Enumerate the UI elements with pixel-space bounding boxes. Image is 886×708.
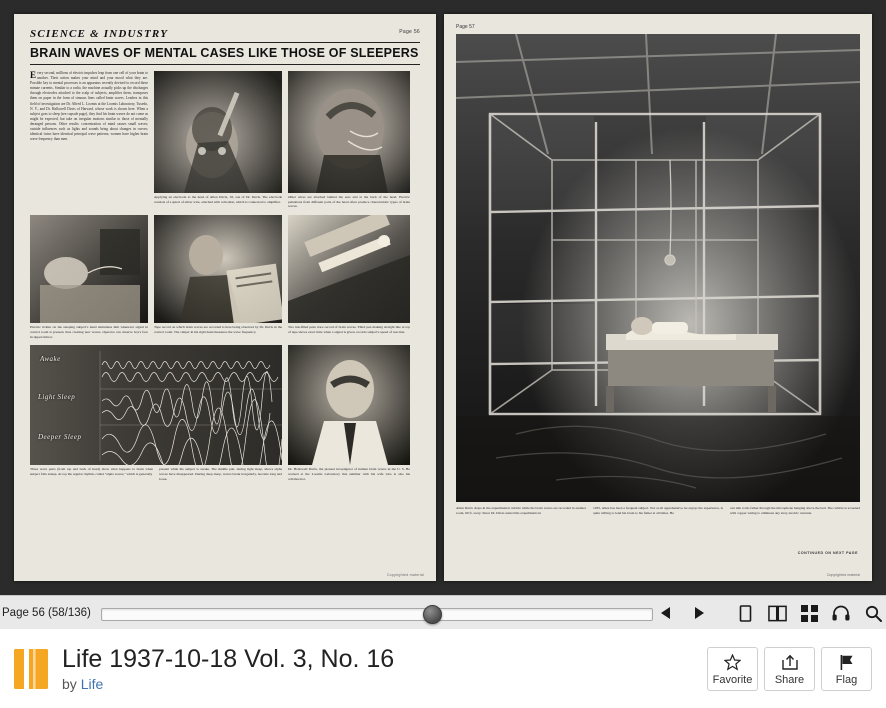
article-row-3 (30, 345, 420, 481)
headphones-icon (832, 605, 850, 621)
photo-electric-tickler (30, 215, 148, 323)
left-page-folio: Page 56 (399, 29, 420, 35)
photo-block-electrode (154, 71, 282, 209)
left-page-copyright: Copyrighted material (386, 573, 424, 577)
article-dropcap: E (30, 70, 37, 80)
eeg-label-awake: Awake (40, 355, 61, 364)
search-inside-button[interactable] (864, 603, 883, 623)
favorite-label: Favorite (712, 673, 753, 686)
caption-cubicle-b: 1935, Allen has been a frequent subject. Not at all apprehensive, he enjoys the experience, is quite willing to lend his brain to his father at all times. He (593, 506, 723, 515)
article-headline: BRAIN WAVES OF MENTAL CASES LIKE THOSE OF SLEEPERS (30, 46, 419, 60)
item-author-line (62, 676, 394, 692)
two-page-icon (768, 605, 787, 622)
caption-two-ink-filled-pens: Two ink-filled pens trace record of brain waves. Third pen making straight line at top of tape shows exact time when a signal is given, records subject's speed of reaction. (288, 325, 410, 334)
share-button[interactable] (764, 647, 815, 691)
share-icon (781, 653, 799, 673)
flag-icon (839, 653, 855, 673)
flag-label: Flag (835, 673, 858, 686)
photo-tape-record (154, 215, 282, 323)
share-label: Share (774, 673, 805, 686)
photo-applying-electrode (154, 71, 282, 193)
book-page-right[interactable] (444, 14, 872, 581)
caption-other-wires: Other wires are attached behind the ears and at the back of the head. Electric pulsations from different parts of the head often produce characteristic types of brain waves. (288, 195, 410, 209)
caption-cubicle-a: Allen Davis drops in the experimental cubicle while his brain waves are recorded in another room, 60 ft. away. Since Dr. Davis started his experiments in (456, 506, 586, 515)
eeg-block (30, 345, 282, 481)
triangle-right-icon (693, 607, 704, 619)
caption-three-wave-pairs-b: present while the subject is awake. The middle pair, during light sleep, shows alpha waves have disappeared. During deep sleep, waves break irregularly, become long and loose. (159, 467, 282, 481)
photo-two-ink-filled-pens (288, 215, 410, 323)
grid-icon (801, 605, 818, 622)
photo-other-wires (288, 71, 410, 193)
reader-toolbar (0, 595, 886, 631)
item-author-link[interactable]: Life (80, 676, 104, 693)
photo-experimental-cubicle (456, 34, 860, 502)
photo-block-tickler (30, 215, 148, 339)
photo-block-other-wires (288, 71, 410, 209)
item-title-block (62, 645, 394, 693)
photo-block-portrait (288, 345, 410, 481)
item-info-bar (0, 629, 886, 708)
article-kicker: SCIENCE & INDUSTRY (30, 28, 169, 40)
photo-block-tape-record (154, 215, 282, 339)
photo-dr-hallowell-davis (288, 345, 410, 465)
rule-top (30, 42, 420, 43)
page-indicator: Page 56 (58/136) (2, 607, 91, 619)
flag-button[interactable] (821, 647, 872, 691)
page-slider[interactable] (101, 606, 651, 620)
article-row-1 (30, 71, 420, 209)
right-page-captions (456, 506, 860, 515)
two-page-view-button[interactable] (768, 603, 787, 623)
photo-block-ink-pens (288, 215, 410, 339)
favorite-button[interactable] (707, 647, 758, 691)
item-title: Life 1937-10-18 Vol. 3, No. 16 (62, 644, 395, 673)
rule-under-headline (30, 64, 420, 65)
item-actions (707, 647, 872, 691)
article-body-column (30, 71, 148, 209)
thumbnail-view-button[interactable] (800, 603, 819, 623)
star-icon (724, 653, 741, 673)
article-body-text (30, 71, 148, 142)
caption-dr-hallowell-davis: Dr. Hallowell Davis, the pioneer investigator of human brain waves in the U. S. He worked at the Loomis Laboratory this summer with his wife who is also his collaborator. (288, 467, 410, 481)
eeg-label-light-sleep: Light Sleep (38, 393, 76, 402)
page-slider-thumb[interactable] (423, 605, 442, 624)
one-page-view-button[interactable] (736, 603, 755, 623)
article-row-2 (30, 215, 420, 339)
eeg-chart-image (30, 345, 282, 465)
previous-page-button[interactable] (657, 603, 676, 623)
next-page-button[interactable] (689, 603, 708, 623)
caption-cubicle-c: can talk to his father through the microphone hanging above the bed. The cubicle is screened with copper wiring to eliminate any stray electric currents. (730, 506, 860, 515)
read-aloud-button[interactable] (832, 603, 851, 623)
caption-electric-tickler: Electric tickler on the sleeping subject's hand stimulates him whenever signal in control room is pressed, thus creating new waves. Operator can observe boy's face in tipped mirror. (30, 325, 148, 339)
by-prefix: by (62, 676, 77, 693)
right-page-copyright: Copyrighted material (826, 573, 860, 577)
book-icon (14, 649, 48, 689)
page-spread (14, 14, 872, 581)
eeg-label-deeper-sleep: Deeper Sleep (38, 433, 82, 442)
page-slider-track[interactable] (101, 608, 653, 621)
triangle-left-icon (661, 607, 672, 619)
continued-note: CONTINUED ON NEXT PAGE (797, 551, 858, 555)
article-body-rest: very second, millions of electric impulses leap from one cell of your brain to another. Their action makes your mind and your mood what they are. Possible key to mental processes is an apparatus recently devised to record these minute currents. Similar to a radio, the machine actually picks up the discharges through electrodes attached to the scalp of subjects, amplifies them, transposes them on paper in the form of sinuous lines called brain waves. Leaders in this field of investigation are Dr. Alfred L. Loomis at the Loomis Laboratory, Tuxedo, N. Y., and Dr. Hallowell Davis of Harvard, whose work is shown here. When a subject goes to sleep (see capsule page), they find his brain waves do not come as might be expected, but take on irregular motions similar to those of mentally deranged persons. Other results: concentration of mind causes small waves; outside influences such as lights and sounds bring about changes in curves; identical twins have identical principal wave patterns; women have higher brain wave frequency than men. (30, 71, 148, 142)
caption-tape-record: Tape record on which brain waves are recorded is here being observed by Dr. Davis in the control room. The caliper in his right hand measures the wave frequency. (154, 325, 282, 334)
caption-applying-electrode: Applying an electrode to the head of Allen Davis, 18, son of Dr. Davis. The electrode consists of a spiral of silver wire, attached with collodion, which is connected to amplifier. (154, 195, 282, 204)
magnifier-icon (865, 605, 882, 622)
toolbar-buttons (657, 603, 886, 623)
book-page-left[interactable] (14, 14, 436, 581)
caption-three-wave-pairs-a: Three wave pairs (from top and back of head) show what happens to brain when subject falls asleep. At top the regular rhythm, called "alpha waves," which is generally (30, 467, 153, 477)
one-page-icon (739, 605, 752, 622)
right-page-folio: Page 57 (456, 24, 475, 30)
